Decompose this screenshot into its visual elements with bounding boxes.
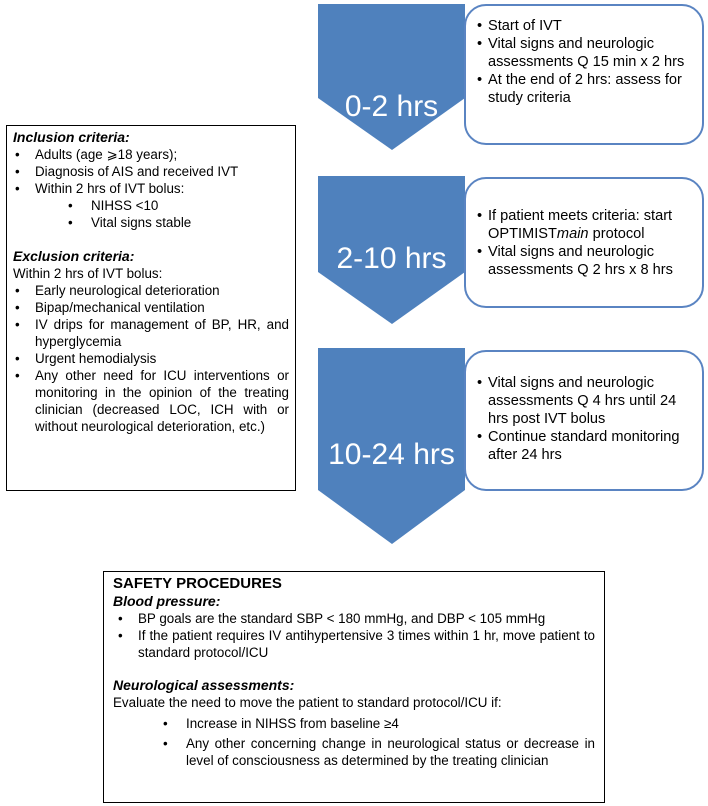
phase-label-0-2: 0-2 hrs	[344, 90, 439, 123]
phase-item: • At the end of 2 hrs: assess for study criteria	[474, 71, 696, 107]
phase-item: • If patient meets criteria: start OPTIMISTmain protocol	[474, 207, 696, 243]
exclusion-intro: Within 2 hrs of IVT bolus:	[13, 266, 163, 281]
inclusion-subitem: • NIHSS <10	[13, 197, 289, 214]
exclusion-item: • IV drips for management of BP, HR, and hyperglycemia	[13, 316, 289, 350]
neuro-heading: Neurological assessments:	[113, 677, 295, 693]
phase-item: • Vital signs and neurologic assessments Q 2 hrs x 8 hrs	[474, 243, 696, 279]
inclusion-heading: Inclusion criteria:	[13, 129, 130, 145]
inclusion-subitem: • Vital signs stable	[13, 214, 289, 231]
safety-title: SAFETY PROCEDURES	[113, 575, 282, 592]
exclusion-item: • Bipap/mechanical ventilation	[13, 299, 289, 316]
blood-pressure-list	[113, 610, 595, 661]
phase-arrow-0-2	[318, 4, 465, 150]
exclusion-item: • Any other need for ICU interventions or monitoring in the opinion of the treating clinician (decreased LOC, ICH with or without neurological deterioration, etc.)	[13, 367, 289, 435]
exclusion-item: • Urgent hemodialysis	[13, 350, 289, 367]
neuro-list	[113, 715, 595, 769]
phase-item: • Continue standard monitoring after 24 hrs	[474, 428, 696, 464]
neuro-item: • Increase in NIHSS from baseline ≥4	[113, 715, 595, 732]
phase-box-2-10	[464, 177, 704, 308]
inclusion-item: • Adults (age ⩾18 years);	[13, 146, 289, 163]
bp-item: • BP goals are the standard SBP < 180 mmHg, and DBP < 105 mmHg	[113, 610, 595, 627]
neuro-intro: Evaluate the need to move the patient to standard protocol/ICU if:	[113, 695, 502, 710]
phase-box-10-24	[464, 350, 704, 491]
phase-item: • Vital signs and neurologic assessments Q 15 min x 2 hrs	[474, 35, 696, 71]
phase-label-10-24: 10-24 hrs	[328, 438, 455, 471]
phase-item: • Vital signs and neurologic assessments Q 4 hrs until 24 hrs post IVT bolus	[474, 374, 696, 428]
inclusion-item: • Diagnosis of AIS and received IVT	[13, 163, 289, 180]
inclusion-item: • Within 2 hrs of IVT bolus:	[13, 180, 289, 197]
exclusion-heading: Exclusion criteria:	[13, 248, 135, 264]
phase-box-0-2	[464, 4, 704, 145]
exclusion-item: • Early neurological deterioration	[13, 282, 289, 299]
neuro-item: • Any other concerning change in neurological status or decrease in level of consciousness as determined by the treating clinician	[113, 735, 595, 769]
phase-label-2-10: 2-10 hrs	[336, 242, 447, 275]
bp-item: • If the patient requires IV antihypertensive 3 times within 1 hr, move patient to standard protocol/ICU	[113, 627, 595, 661]
phase-item: • Start of IVT	[474, 17, 696, 35]
blood-pressure-heading: Blood pressure:	[113, 593, 221, 609]
safety-box	[103, 571, 605, 803]
